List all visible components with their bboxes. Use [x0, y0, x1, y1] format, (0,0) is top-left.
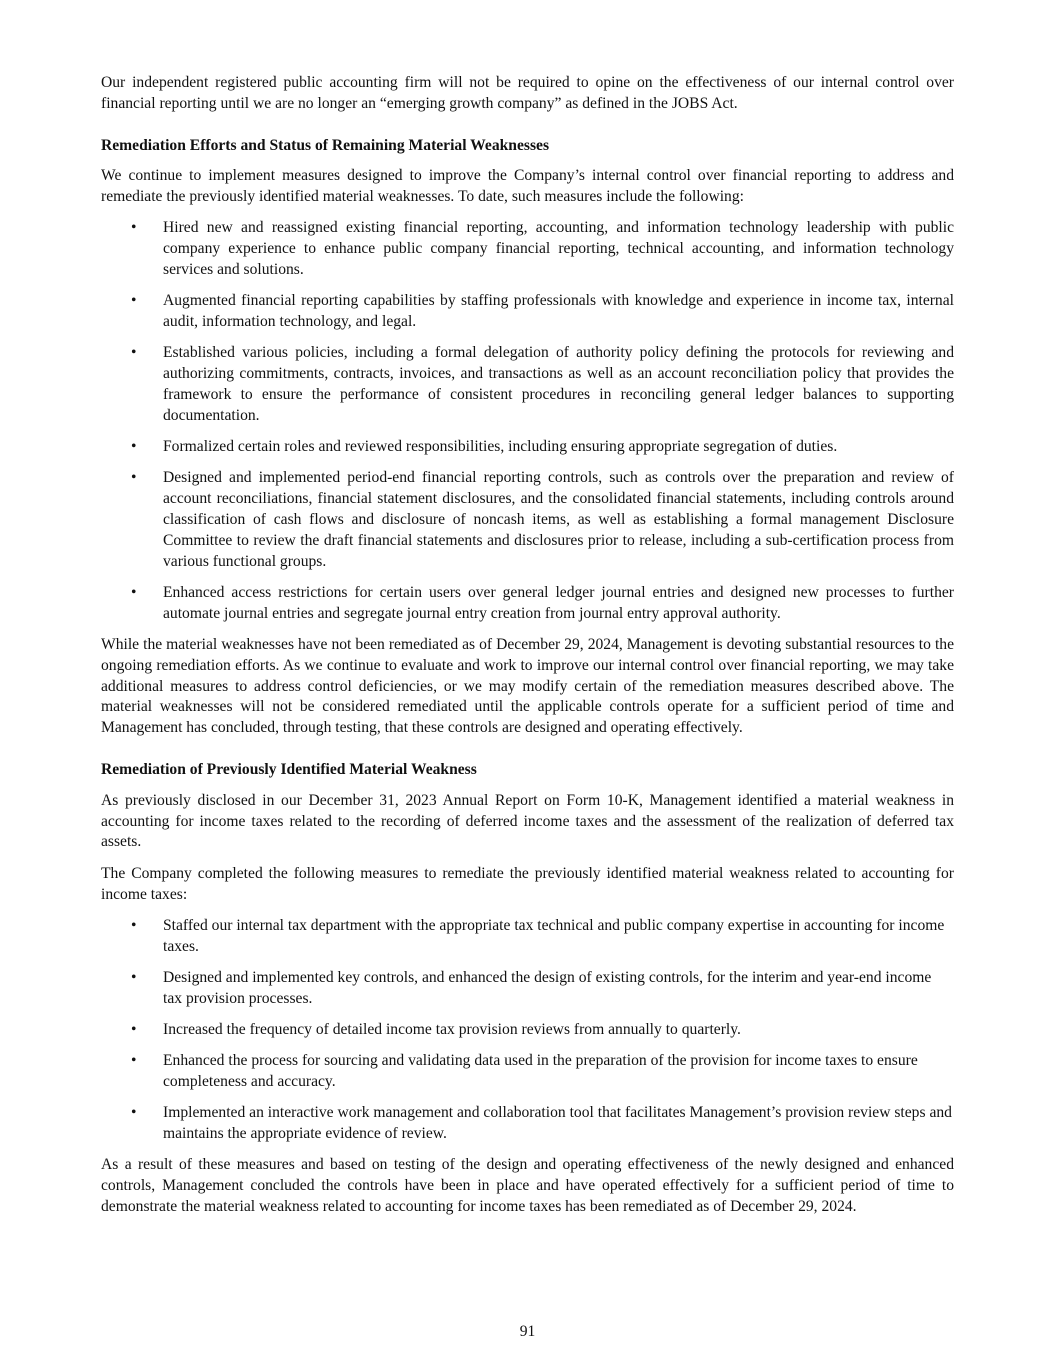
list-item: [101, 968, 954, 1010]
section2-paragraph-1: As previously disclosed in our December 31, 2023 Annual Report on Form 10-K, Management identified a material weakness in accounting for income taxes related to the recording of deferred income taxes and the assessment of the realization of deferred tax assets.: [101, 791, 954, 851]
bullet-icon: •: [131, 469, 137, 487]
bullet-icon: •: [131, 968, 137, 986]
list-item-text: Enhanced access restrictions for certain users over general ledger journal entries and designed new processes to further automate journal entries and segregate journal entry creation from journal entry approval authority.: [163, 583, 954, 622]
bullet-icon: •: [131, 219, 137, 237]
list-item: [101, 291, 954, 333]
bullet-icon: •: [131, 1020, 137, 1038]
list-item: [101, 1051, 954, 1093]
section2-closing-paragraph: As a result of these measures and based on testing of the design and operating effectiveness of the newly designed and enhanced controls, Management concluded the controls have been in place and have operated effectively for a sufficient period of time to demonstrate the material weakness related to accounting for income taxes has been remediated as of December 29, 2024.: [101, 1156, 954, 1216]
list-item-text: Implemented an interactive work management and collaboration tool that facilitates Management’s provision review steps and maintains the appropriate evidence of review.: [163, 1104, 952, 1143]
section1-closing-paragraph: While the material weaknesses have not been remediated as of December 29, 2024, Management is devoting substantial resources to the ongoing remediation efforts. As we continue to evaluate and work to improve our internal control over financial reporting, we may take additional measures to address control deficiencies, or we may modify certain of the remediation measures described above. The material weaknesses will not be considered remediated until the applicable controls operate for a sufficient period of time and Management has concluded, through testing, that these controls are designed and operating effectively.: [101, 636, 954, 737]
intro-paragraph: Our independent registered public accounting firm will not be required to opine on the effectiveness of our internal control over financial reporting until we are no longer an “emerging growth company” as defined in the JOBS Act.: [101, 74, 954, 112]
list-item-text: Formalized certain roles and reviewed responsibilities, including ensuring appropriate segregation of duties.: [163, 438, 838, 456]
list-item: [101, 437, 954, 458]
list-item: [101, 1020, 954, 1041]
list-item-text: Increased the frequency of detailed income tax provision reviews from annually to quarterly.: [163, 1020, 741, 1038]
list-item: [101, 1103, 954, 1145]
section1-bullet-list: [101, 218, 954, 624]
bullet-icon: •: [131, 438, 137, 456]
bullet-icon: •: [131, 344, 137, 362]
list-item-text: Enhanced the process for sourcing and validating data used in the preparation of the provision for income taxes to ensure completeness and accuracy.: [163, 1052, 918, 1091]
section-heading-previously-identified-weakness: Remediation of Previously Identified Material Weakness: [101, 761, 477, 779]
list-item: [101, 343, 954, 426]
list-item-text: Designed and implemented key controls, and enhanced the design of existing controls, for the interim and year-end income tax provision processes.: [163, 968, 932, 1007]
list-item-text: Hired new and reassigned existing financial reporting, accounting, and information technology leadership with public company experience to enhance public company financial reporting, technical accounting, and information technology services and solutions.: [163, 219, 954, 279]
list-item-text: Staffed our internal tax department with the appropriate tax technical and public company expertise in accounting for income taxes.: [163, 916, 945, 955]
page-number: 91: [519, 1323, 536, 1340]
bullet-icon: •: [131, 583, 137, 601]
list-item-text: Designed and implemented period-end financial reporting controls, such as controls over the preparation and review of account reconciliations, financial statement disclosures, and the consolidated financial statements, including controls around classification of cash flows and disclosure of noncash items, as well as establishing a formal management Disclosure Committee to review the draft financial statements and disclosures prior to release, including a sub-certification process from various functional groups.: [163, 469, 954, 570]
list-item: [101, 218, 954, 280]
document-page: [101, 73, 954, 1218]
section2-bullet-list: [101, 916, 954, 1145]
list-item: [101, 468, 954, 572]
list-item-text: Augmented financial reporting capabilities by staffing professionals with knowledge and experience in income tax, internal audit, information technology, and legal.: [163, 292, 954, 331]
bullet-icon: •: [131, 1052, 137, 1070]
bullet-icon: •: [131, 1104, 137, 1122]
section-heading-remaining-weaknesses: Remediation Efforts and Status of Remaining Material Weaknesses: [101, 136, 550, 154]
section2-paragraph-2: The Company completed the following measures to remediate the previously identified material weakness related to accounting for income taxes:: [101, 864, 954, 903]
bullet-icon: •: [131, 916, 137, 934]
list-item: [101, 916, 954, 958]
list-item: [101, 583, 954, 625]
bullet-icon: •: [131, 292, 137, 310]
list-item-text: Established various policies, including a formal delegation of authority policy defining the protocols for reviewing and authorizing commitments, contracts, invoices, and transactions as well as an account reconciliation policy that provides the framework to ensure the performance of consistent procedures in reconciling general ledger balances to supporting documentation.: [163, 344, 954, 424]
section1-intro-paragraph: We continue to implement measures designed to improve the Company’s internal control over financial reporting to address and remediate the previously identified material weaknesses. To date, such measures include the following:: [101, 167, 954, 206]
